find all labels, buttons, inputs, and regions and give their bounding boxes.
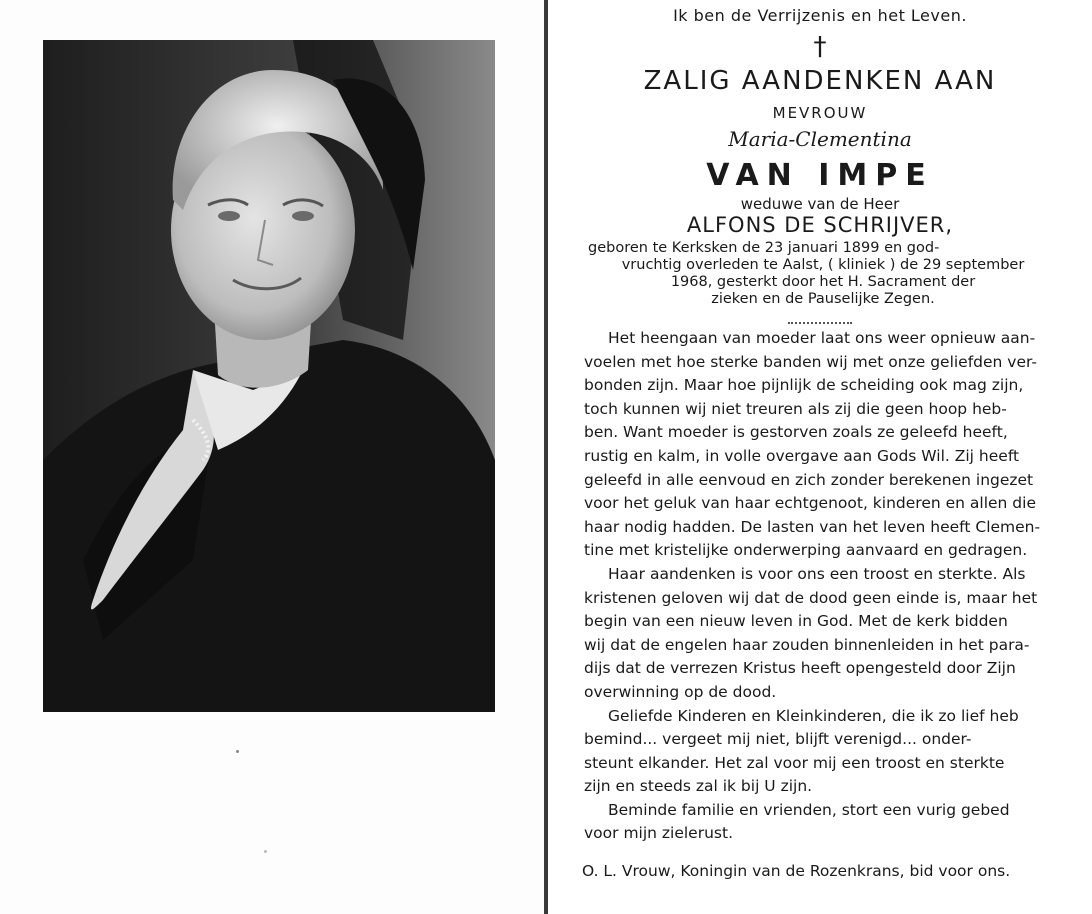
portrait-photo xyxy=(43,40,495,712)
heading: ZALIG AANDENKEN AAN xyxy=(643,66,997,96)
text-line: dijs dat de verrezen Kristus heeft opengesteld door Zijn xyxy=(584,659,1016,678)
text-line: voor het geluk van haar echtgenoot, kinderen en allen die xyxy=(584,494,1036,513)
text-line: wij dat de engelen haar zouden binnenleiden in het para- xyxy=(584,635,1030,654)
text-line: voor mijn zielerust. xyxy=(584,824,733,843)
portrait-image xyxy=(43,40,495,712)
text-line: kristenen geloven wij dat de dood geen einde is, maar het xyxy=(584,588,1038,607)
text-line: steunt elkander. Het zal voor mij een troost en sterkte xyxy=(584,753,1005,772)
detail-line: 1968, gesterkt door het H. Sacrament der xyxy=(670,274,976,290)
detail-line: geboren te Kerksken de 23 januari 1899 en god- xyxy=(588,240,940,256)
text-line: bonden zijn. Maar hoe pijnlijk de scheiding ook mag zijn, xyxy=(584,376,1024,395)
print-speck xyxy=(236,750,239,753)
text-line: Beminde familie en vrienden, stort een vurig gebed xyxy=(608,800,1010,819)
text-line: tine met kristelijke onderwerping aanvaard en gedragen. xyxy=(584,541,1028,560)
text-line: voelen met hoe sterke banden wij met onze geliefden ver- xyxy=(584,352,1037,371)
text-line: zijn en steeds zal ik bij U zijn. xyxy=(584,777,813,796)
text-line: Het heengaan van moeder laat ons weer opnieuw aan- xyxy=(608,329,1036,347)
detail-line: zieken en de Pauselijke Zegen. xyxy=(711,291,935,307)
text-line: rustig en kalm, in volle overgave aan Gods Wil. Zij heeft xyxy=(584,446,1020,465)
text-line: Haar aandenken is voor ons een troost en sterkte. Als xyxy=(608,564,1026,583)
honorific: MEVROUW xyxy=(772,104,868,122)
motto: Ik ben de Verrijzenis en het Leven. xyxy=(673,6,967,25)
text-line: overwinning op de dood. xyxy=(584,682,777,701)
text-line: Geliefde Kinderen en Kleinkinderen, die ik zo lief heb xyxy=(608,706,1019,725)
widow-of: weduwe van de Heer xyxy=(740,195,900,213)
detail-line: vruchtig overleden te Aalst, ( kliniek ) de 29 september xyxy=(621,257,1025,273)
closing-prayer: O. L. Vrouw, Koningin van de Rozenkrans, bid voor ons. xyxy=(582,862,1011,880)
text-line: bemind... vergeet mij niet, blijft verenigd... onder- xyxy=(584,730,972,749)
divider xyxy=(788,322,852,326)
memorial-text xyxy=(584,327,1056,846)
text-line: begin van een nieuw leven in God. Met de kerk bidden xyxy=(584,612,1008,631)
print-speck xyxy=(264,850,267,853)
right-panel xyxy=(548,0,1092,914)
text-line: geleefd in alle eenvoud en zich zonder berekenen ingezet xyxy=(584,470,1034,489)
given-names: Maria-Clementina xyxy=(728,127,912,151)
text-line: haar nodig hadden. De lasten van het leven heeft Clemen- xyxy=(584,517,1041,536)
surname: VAN IMPE xyxy=(706,158,934,193)
birth-death-details xyxy=(588,240,1058,308)
text-line: toch kunnen wij niet treuren als zij die geen hoop heb- xyxy=(584,399,1007,418)
husband-name: ALFONS DE SCHRIJVER, xyxy=(686,213,954,237)
cross-icon: † xyxy=(813,32,827,62)
text-line: ben. Want moeder is gestorven zoals ze geleefd heeft, xyxy=(584,423,1008,442)
